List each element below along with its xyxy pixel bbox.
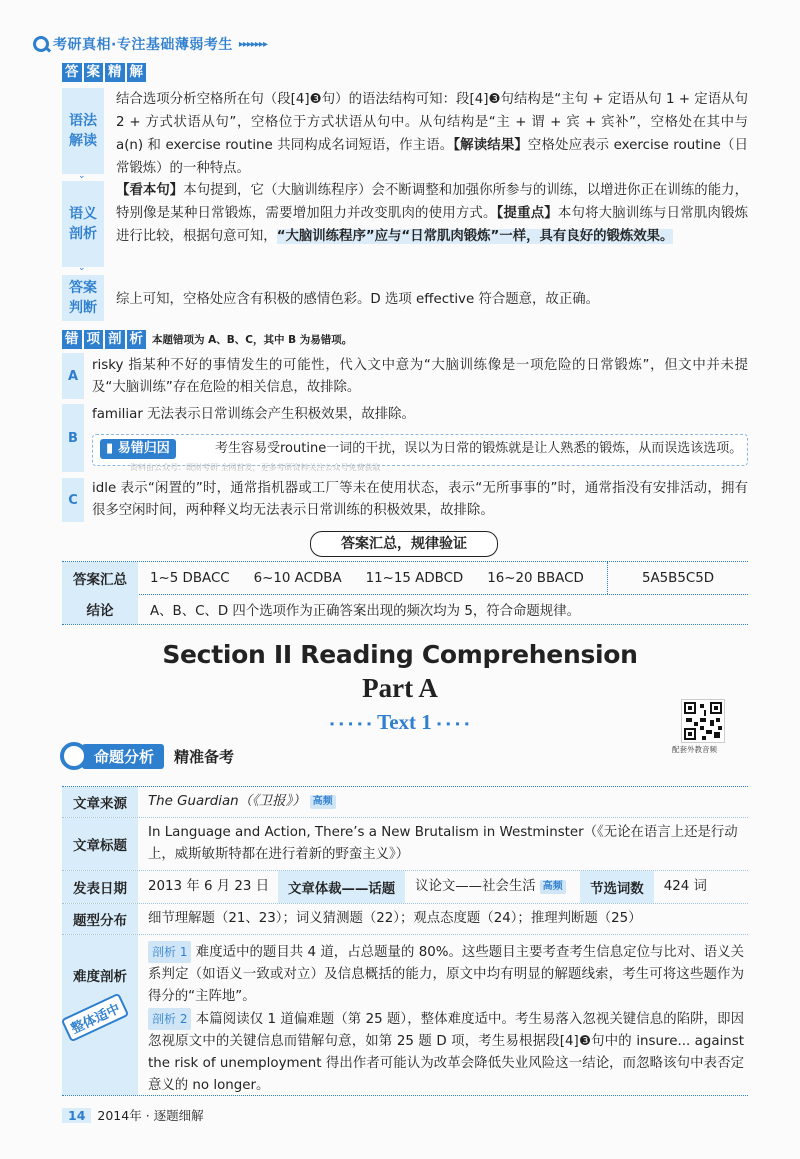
difficulty-text xyxy=(138,935,748,1095)
text-label: Text 1 xyxy=(377,710,432,734)
text-title xyxy=(0,710,800,735)
trap-label-text: 易错归因 xyxy=(117,441,170,456)
analysis-2: 本篇阅读仅 1 道偏难题（第 25 题），整体难度适中。考生易落入忽视关键信息的陷阱，即因忽视原文中的关键信息而错解句意，如第 25 题 D 项，考生易根据段[4]❸句中的 insure... against the risk of unemployment 得出作者可能认为改革会降低失业风险这一结论，而忽略该句中表否定意义的 no longer。 xyxy=(148,1012,744,1093)
label-line: 语义 xyxy=(69,206,97,222)
option-a-letter: A xyxy=(62,353,84,399)
watermark: 资料由公众号：既财考研 全网首发，更多考研资料关注公众号免费获取 xyxy=(130,463,381,472)
label-line: 答案 xyxy=(69,280,97,296)
option-a-text: risky 指某种不好的事情发生的可能性，代入文中意为“大脑训练像是一项危险的日常锻炼”，但文中并未提及“大脑训练”存在危险的相关信息，故排除。 xyxy=(92,358,748,395)
analysis-header xyxy=(60,742,234,770)
difficulty-label: 难度剖析 xyxy=(62,935,138,1095)
answer-group: 11~15 ADBCD xyxy=(365,570,464,586)
analysis-sub: 精准备考 xyxy=(174,747,235,766)
words-label: 节选词数 xyxy=(580,871,654,903)
judge-label xyxy=(62,275,104,321)
date-value: 2013 年 6 月 23 日 xyxy=(148,879,270,894)
genre-value xyxy=(405,871,580,903)
trap-text: 考生容易受routine一词的干扰，误以为日常的锻炼就是让人熟悉的锻炼，从而误选该选项。 xyxy=(215,441,743,456)
label-line: 解读 xyxy=(69,133,97,149)
genre-text: 议论文——社会生活 xyxy=(415,879,536,894)
answer-section-title xyxy=(62,63,146,82)
grammar-label xyxy=(62,88,104,174)
semantic-body: 本句提到，它（大脑训练程序）会不断调整和加强你所参与的训练，以增进你正在训练的能力，特别像是某种日常锻炼，需要增加阻力并改变肌肉的使用方式。 xyxy=(116,183,749,221)
wrong-note: 本题错项为 A、B、C，其中 B 为易错项。 xyxy=(152,334,353,346)
qr-code-icon[interactable] xyxy=(681,699,725,743)
title-char: 析 xyxy=(127,330,147,349)
title-char: 项 xyxy=(84,330,104,349)
answer-group: 6~10 ACDBA xyxy=(253,570,342,586)
title-char: 解 xyxy=(127,63,147,82)
answer-list xyxy=(138,571,607,586)
page-number: 14 xyxy=(62,1108,91,1123)
conclusion-row xyxy=(62,594,748,625)
types-value: 细节理解题（21、23）；词义猜测题（22）；观点态度题（24）；推理判断题（25） xyxy=(148,911,642,926)
types-row xyxy=(62,903,748,934)
source-text: The Guardian（《卫报》） xyxy=(148,794,306,809)
trap-label: ▮ 易错归因 xyxy=(100,439,176,459)
title-label: 文章标题 xyxy=(62,818,138,870)
dots-left: ▪ ▪ ▪ ▪ ▪ xyxy=(329,716,373,731)
answer-group: 16~20 BBACD xyxy=(487,570,584,586)
semantic-text xyxy=(116,179,748,248)
genre-label: 文章体裁——话题 xyxy=(278,871,405,903)
page-footer xyxy=(62,1106,204,1124)
header-title: 考研真相·专注基础薄弱考生 xyxy=(53,37,233,53)
date-label: 发表日期 xyxy=(62,871,138,903)
wrong-options-title xyxy=(62,330,146,349)
source-row xyxy=(62,786,748,817)
section-title: Section II Reading Comprehension xyxy=(162,640,638,669)
types-label: 题型分布 xyxy=(62,904,138,934)
semantic-body-2: 本句将大脑训练与日常肌肉锻炼进行比较，根据句意可知， xyxy=(116,206,749,244)
overall-moderate-stamp: 整体适中 xyxy=(61,993,130,1043)
semantic-label xyxy=(62,181,104,267)
summary-label: 答案汇总 xyxy=(62,562,138,594)
qr-caption: 配套外教音频 xyxy=(672,745,717,754)
title-char: 精 xyxy=(105,63,125,82)
option-b-letter: B xyxy=(62,404,84,472)
analysis-1: 难度适中的题目共 4 道，占总题量的 80%。这些题目主要考查考生信息定位与比对、语义关系判定（如语义一致或对立）及信息概括的能力，原文中均有明显的解题线索，考生可将这些题作为得分的“主阵地”。 xyxy=(148,945,744,1004)
words-value: 424 词 xyxy=(663,879,707,894)
source-value xyxy=(138,787,336,817)
magnifier-icon xyxy=(60,742,88,770)
source-label: 文章来源 xyxy=(62,787,138,817)
see-sentence-tag: 【看本句】 xyxy=(116,183,184,198)
chevron-down-icon: ⌄ xyxy=(78,263,86,273)
grammar-result: 空格处应表示 exercise routine（日常锻炼）的一种特点。 xyxy=(116,138,748,176)
analysis-1-tag: 剖析 1 xyxy=(148,941,191,963)
running-header xyxy=(33,34,267,54)
title-char: 错 xyxy=(62,330,82,349)
key-point-tag: 【提重点】 xyxy=(496,206,558,221)
header-arrows: ▸▸▸▸▸▸▸ xyxy=(238,38,267,50)
part-title: Part A xyxy=(362,673,438,703)
dots-right: ▪ ▪ ▪ ▪ xyxy=(437,716,471,731)
difficulty-row xyxy=(62,934,748,1096)
chevron-down-icon: ⌄ xyxy=(78,171,86,181)
footer-text: 2014年 · 逐题细解 xyxy=(97,1108,204,1123)
highlighted-conclusion: “大脑训练程序”应与“日常肌肉锻炼”一样，具有良好的锻炼效果。 xyxy=(276,229,674,244)
summary-pill: 答案汇总，规律验证 xyxy=(310,531,498,557)
label-line: 语法 xyxy=(69,113,97,129)
search-logo-icon xyxy=(33,36,49,52)
grammar-result-tag: 【解读结果】 xyxy=(453,138,528,153)
option-b-text: familiar 无法表示日常训练会产生积极效果，故排除。 xyxy=(92,407,415,422)
judge-text: 综上可知，空格处应含有积极的感情色彩。D 选项 effective 符合题意，故正确。 xyxy=(116,292,599,307)
analysis-label: 命题分析 xyxy=(82,744,164,769)
title-char: 答 xyxy=(62,63,82,82)
answer-count: 5A5B5C5D xyxy=(607,562,748,594)
grammar-text xyxy=(116,88,748,180)
date-row xyxy=(62,870,748,903)
title-char: 案 xyxy=(84,63,104,82)
title-value: In Language and Action, There’s a New Brutalism in Westminster（《无论在语言上还是行动上，威斯敏斯特都在进行着新的野蛮主义》） xyxy=(148,825,738,862)
analysis-2-tag: 剖析 2 xyxy=(148,1008,191,1030)
title-char: 剖 xyxy=(105,330,125,349)
option-c-letter: C xyxy=(62,478,84,522)
option-c-text: idle 表示“闲置的”时，通常指机器或工厂等未在使用状态，表示“无所事事的”时，通常指没有安排活动，拥有很多空闲时间，两种释义均无法表示日常训练的积极效果，故排除。 xyxy=(92,481,748,518)
answer-summary-row xyxy=(62,561,748,595)
frequency-tag: 高频 xyxy=(310,795,336,809)
title-row xyxy=(62,817,748,870)
answer-group: 1~5 DBACC xyxy=(150,570,230,586)
label-line: 判断 xyxy=(69,300,97,316)
conclusion-label: 结论 xyxy=(62,594,138,624)
label-line: 剖析 xyxy=(69,226,97,242)
grammar-body: 结合选项分析空格所在句（段[4]❸句）的语法结构可知：段[4]❸句结构是“主句 + 定语从句 1 + 定语从句 2 + 方式状语从句”，空格位于方式状语从句中。从句结构是“主 + 谓 + 宾 + 宾补”，空格处在其中与 a(n) 和 exercise routine 共同构成名词短语，作主语。 xyxy=(116,92,748,153)
frequency-tag: 高频 xyxy=(540,880,566,894)
conclusion-text: A、B、C、D 四个选项作为正确答案出现的频次均为 5，符合命题规律。 xyxy=(150,603,580,619)
